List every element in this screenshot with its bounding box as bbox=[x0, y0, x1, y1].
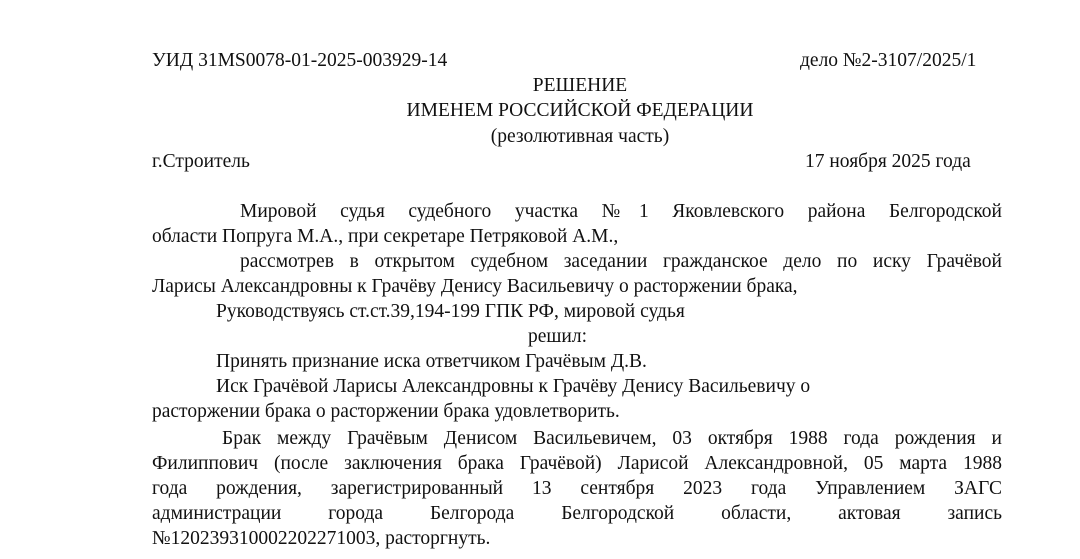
paragraph-case-line2: Ларисы Александровны к Грачёву Денису Васильевичу о расторжении брака, bbox=[152, 276, 798, 297]
case-uid: УИД 31MS0078-01-2025-003929-14 bbox=[152, 50, 448, 71]
paragraph-marriage-line1: Брак между Грачёвым Денисом Васильевичем, 03 октября 1988 года рождения и bbox=[222, 428, 1002, 449]
paragraph-case-line1: рассмотрев в открытом судебном заседании гражданское дело по иску Грачёвой bbox=[240, 251, 1002, 272]
document-title: РЕШЕНИЕ bbox=[532, 75, 628, 96]
document-subtitle: ИМЕНЕМ РОССИЙСКОЙ ФЕДЕРАЦИИ bbox=[406, 100, 754, 121]
paragraph-marriage-line2: Филиппович (после заключения брака Грачёвой) Ларисой Александровной, 05 марта 1988 bbox=[152, 453, 1002, 474]
paragraph-claim-line2: расторжении брака о расторжении брака удовлетворить. bbox=[152, 401, 620, 422]
paragraph-judge-line2: области Попруга М.А., при секретаре Петряковой А.М., bbox=[152, 226, 619, 247]
decision-date: 17 ноября 2025 года bbox=[805, 151, 971, 172]
paragraph-claim-line1: Иск Грачёвой Ларисы Александровны к Грачёву Денису Васильевичу о bbox=[216, 376, 811, 397]
document-part-note: (резолютивная часть) bbox=[490, 126, 670, 147]
case-number: дело №2-3107/2025/1 bbox=[800, 50, 977, 71]
paragraph-marriage-line3: года рождения, зарегистрированный 13 сентября 2023 года Управлением ЗАГС bbox=[152, 478, 1002, 499]
decision-place: г.Строитель bbox=[152, 151, 250, 172]
paragraph-judge-line1: Мировой судья судебного участка №1 Яковлевского района Белгородской bbox=[240, 201, 1002, 222]
cutoff-text-fragment bbox=[215, 551, 229, 559]
paragraph-legal-basis: Руководствуясь ст.ст.39,194-199 ГПК РФ, мировой судья bbox=[216, 301, 685, 322]
paragraph-marriage-line4: администрации города Белгорода Белгородской области, актовая запись bbox=[152, 503, 1002, 524]
decided-heading: решил: bbox=[528, 326, 588, 347]
paragraph-accept-claim: Принять признание иска ответчиком Грачёвым Д.В. bbox=[216, 351, 647, 372]
paragraph-marriage-line5: №120239310002202271003, расторгнуть. bbox=[152, 528, 491, 549]
